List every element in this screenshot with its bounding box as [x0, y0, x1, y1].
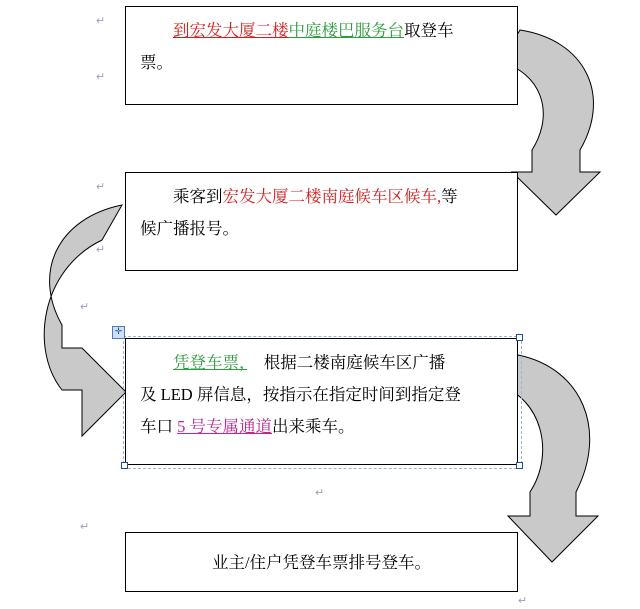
- paragraph-mark-icon: [96, 180, 105, 193]
- flow-step-pickup-ticket[interactable]: [125, 6, 518, 105]
- step3-seg-4: 出来乘车。: [272, 417, 355, 437]
- step3-seg-3: 5 号专属通道: [177, 417, 272, 437]
- resize-handle-top-right[interactable]: [516, 334, 523, 341]
- flow-step-owner-boarding[interactable]: [125, 532, 518, 592]
- step3-seg-0: 凭登车票，: [173, 353, 248, 372]
- step1-seg-0: 到: [173, 21, 190, 40]
- step2-line2: 候广播报号。: [140, 219, 239, 239]
- flow-step-broadcast-gate[interactable]: [125, 338, 518, 465]
- flow-step-wait-area[interactable]: [125, 172, 518, 271]
- paragraph-mark-icon: [96, 14, 105, 27]
- step3-seg-2: 车口: [140, 417, 178, 437]
- resize-handle-bottom-left[interactable]: [121, 462, 128, 469]
- paragraph-mark-icon: [80, 520, 89, 533]
- arrow-left-1: [44, 205, 126, 436]
- paragraph-mark-icon: [96, 70, 105, 83]
- move-handle[interactable]: ✛: [112, 326, 125, 339]
- step2-seg-2: 等: [441, 187, 458, 206]
- step2-seg-1: 宏发大厦二楼南庭候车区候车,: [222, 187, 442, 206]
- paragraph-mark-icon: [80, 300, 89, 313]
- paragraph-mark-icon: [96, 243, 105, 256]
- step4-line1: 业主/住户凭登车票排号登车。: [211, 553, 432, 572]
- step1-seg-1: 宏发大厦二楼: [189, 21, 289, 40]
- step1-line2: 票。: [140, 53, 173, 73]
- resize-handle-bottom-right[interactable]: [516, 462, 523, 469]
- paragraph-mark-icon: [518, 594, 527, 607]
- step1-seg-2: 中庭楼巴服务台: [288, 21, 404, 40]
- step1-seg-3: 取登车: [404, 21, 454, 40]
- flow-step-text: [126, 173, 517, 251]
- step3-line2: 及 LED 屏信息，按指示在指定时间到指定登: [140, 385, 461, 405]
- flow-step-text: [126, 533, 517, 585]
- paragraph-mark-icon: [315, 486, 324, 499]
- step3-seg-1: 根据二楼南庭候车区广播: [247, 353, 446, 372]
- flow-step-text: [126, 339, 517, 450]
- flow-step-text: [126, 7, 517, 85]
- step2-seg-0: 乘客到: [173, 187, 223, 206]
